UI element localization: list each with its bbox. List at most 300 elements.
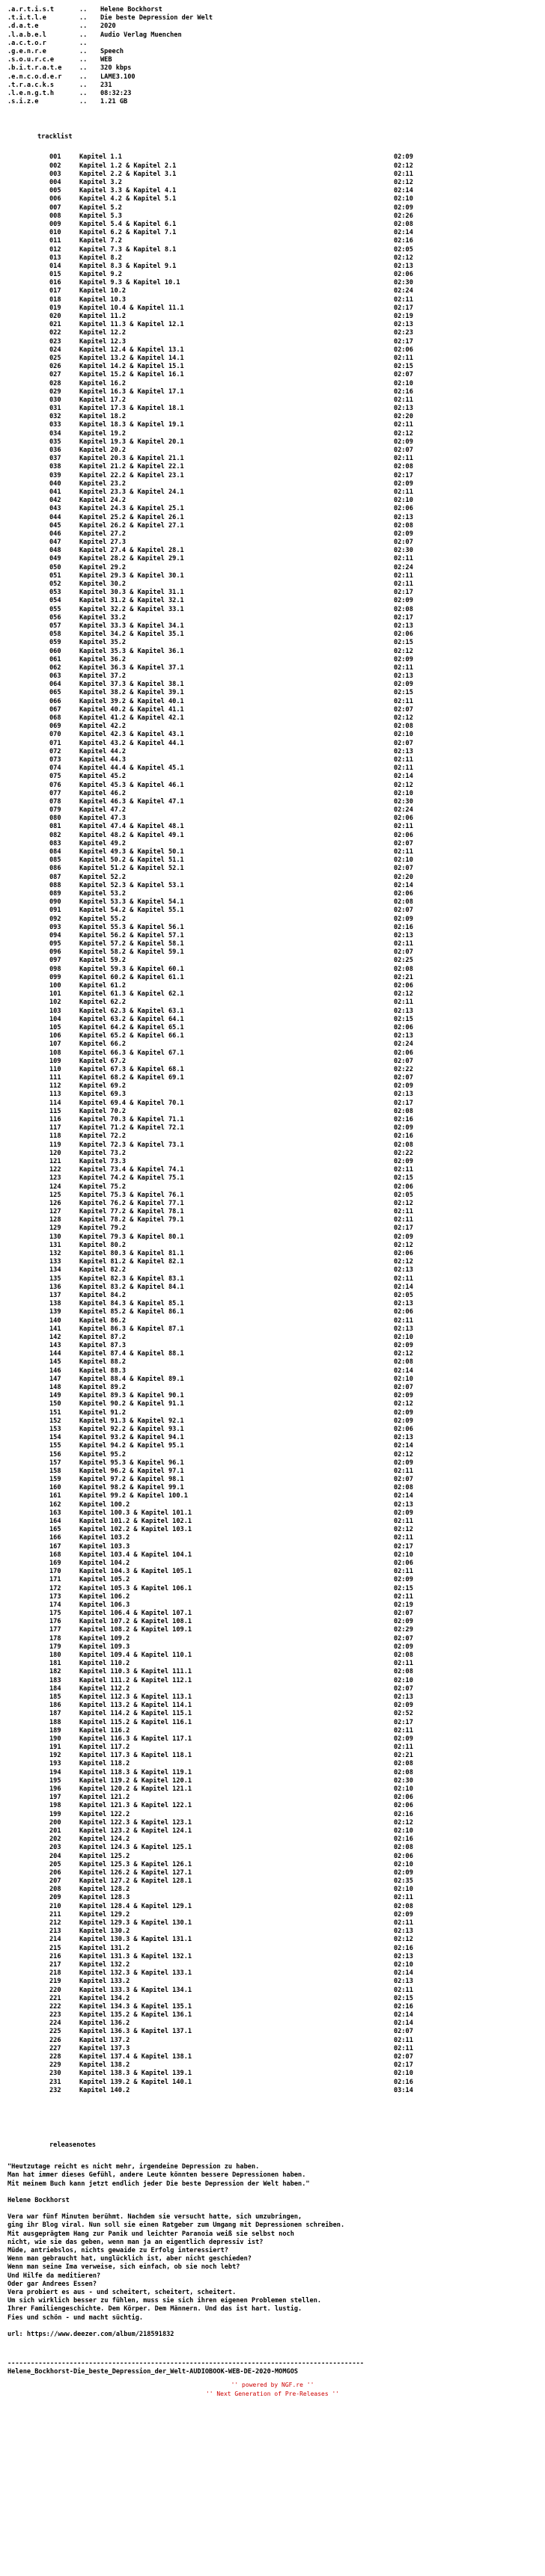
- track-row: [49, 1224, 538, 1233]
- track-number: 046: [49, 530, 61, 538]
- track-number: 123: [49, 1174, 61, 1183]
- track-length: 02:08: [394, 1760, 413, 1768]
- track-length: 02:30: [394, 797, 413, 806]
- track-number: 220: [49, 1986, 61, 1994]
- note-line: Oder gar Andrees Essen?: [7, 2280, 97, 2288]
- track-length: 02:10: [394, 379, 413, 387]
- track-title: Kapitel 58.2 & Kapitel 59.1: [79, 948, 184, 957]
- track-row: [49, 254, 538, 263]
- track-length: 02:09: [394, 655, 413, 663]
- track-number: 128: [49, 1216, 61, 1224]
- track-title: Kapitel 51.2 & Kapitel 52.1: [79, 865, 184, 873]
- track-title: Kapitel 61.3 & Kapitel 62.1: [79, 990, 184, 999]
- track-number: 108: [49, 1049, 61, 1057]
- track-title: Kapitel 45.3 & Kapitel 46.1: [79, 781, 184, 789]
- track-title: Kapitel 80.3 & Kapitel 81.1: [79, 1250, 184, 1257]
- track-number: 052: [49, 580, 61, 588]
- note-line: Helene Bockhorst: [7, 2196, 70, 2204]
- track-number: 176: [49, 1618, 61, 1626]
- track-title: Kapitel 140.2: [79, 2086, 130, 2094]
- track-number: 216: [49, 1952, 61, 1960]
- track-row: [49, 1384, 538, 1392]
- track-number: 224: [49, 2020, 61, 2028]
- track-title: Kapitel 121.3 & Kapitel 122.1: [79, 1802, 192, 1810]
- track-row: [49, 1827, 538, 1836]
- track-row: [49, 1016, 538, 1024]
- track-number: 095: [49, 940, 61, 948]
- track-number: 007: [49, 203, 61, 212]
- track-length: 02:11: [394, 848, 413, 856]
- track-title: Kapitel 106.4 & Kapitel 107.1: [79, 1610, 192, 1618]
- track-row: [49, 413, 538, 421]
- track-title: Kapitel 2.2 & Kapitel 3.1: [79, 170, 177, 178]
- track-length: 02:10: [394, 856, 413, 865]
- track-number: 011: [49, 237, 61, 245]
- track-row: [49, 313, 538, 321]
- info-value: Helene Bockhorst: [100, 6, 162, 13]
- track-row: [49, 1526, 538, 1534]
- track-row: [49, 1610, 538, 1618]
- track-number: 206: [49, 1868, 61, 1877]
- track-length: 02:11: [394, 1275, 413, 1283]
- note-line: Und Hilfe da meditieren?: [7, 2272, 101, 2280]
- track-length: 02:14: [394, 1367, 413, 1375]
- track-title: Kapitel 48.2 & Kapitel 49.1: [79, 831, 184, 839]
- track-number: 111: [49, 1074, 61, 1082]
- track-row: [49, 1417, 538, 1426]
- track-row: [49, 1266, 538, 1275]
- track-title: Kapitel 105.2: [79, 1576, 130, 1584]
- info-row: [7, 14, 538, 22]
- track-row: [49, 530, 538, 539]
- track-number: 012: [49, 245, 61, 254]
- track-title: Kapitel 77.2 & Kapitel 78.1: [79, 1208, 184, 1216]
- track-number: 006: [49, 195, 61, 203]
- track-number: 049: [49, 555, 61, 563]
- track-number: 151: [49, 1408, 61, 1417]
- track-length: 02:07: [394, 1057, 413, 1065]
- track-row: [49, 932, 538, 940]
- track-length: 02:09: [394, 1576, 413, 1584]
- track-length: 02:12: [394, 162, 413, 170]
- track-title: Kapitel 88.2: [79, 1358, 127, 1367]
- track-number: 069: [49, 723, 61, 731]
- track-number: 008: [49, 212, 61, 220]
- track-row: [49, 2070, 538, 2078]
- track-row: [49, 1492, 538, 1500]
- track-row: [49, 865, 538, 873]
- info-key: .l.a.b.e.l: [7, 31, 46, 39]
- info-value: Die beste Depression der Welt: [100, 14, 213, 22]
- track-row: [49, 271, 538, 279]
- track-length: 02:12: [394, 1936, 413, 1944]
- note-spacer: [7, 2205, 538, 2213]
- track-title: Kapitel 104.2: [79, 1559, 130, 1567]
- track-number: 014: [49, 262, 61, 270]
- track-row: [49, 1116, 538, 1124]
- track-title: Kapitel 80.2: [79, 1241, 127, 1249]
- track-number: 048: [49, 547, 61, 555]
- track-title: Kapitel 110.2: [79, 1660, 130, 1668]
- track-length: 02:11: [394, 295, 413, 304]
- track-length: 02:11: [394, 1208, 413, 1216]
- track-title: Kapitel 53.2: [79, 889, 127, 898]
- track-title: Kapitel 20.3 & Kapitel 21.1: [79, 455, 184, 463]
- footer-divider: --------------------------------------------------------------------------------------------: [7, 2360, 364, 2368]
- track-title: Kapitel 124.3 & Kapitel 125.1: [79, 1844, 192, 1852]
- track-title: Kapitel 99.2 & Kapitel 100.1: [79, 1492, 188, 1500]
- note-line: Fies und schön - und macht süchtig.: [7, 2313, 144, 2322]
- track-row: [49, 1100, 538, 1108]
- track-length: 02:13: [394, 1300, 413, 1308]
- track-row: [49, 1777, 538, 1785]
- track-row: [49, 1626, 538, 1634]
- track-length: 02:16: [394, 237, 413, 245]
- track-title: Kapitel 122.2: [79, 1810, 130, 1818]
- track-row: [49, 1652, 538, 1660]
- track-length: 02:08: [394, 521, 413, 530]
- track-length: 02:13: [394, 405, 413, 413]
- track-title: Kapitel 90.2 & Kapitel 91.1: [79, 1400, 184, 1408]
- track-row: [49, 882, 538, 890]
- track-row: [49, 1903, 538, 1911]
- track-length: 02:15: [394, 1584, 413, 1592]
- track-length: 02:07: [394, 1384, 413, 1391]
- track-row: [49, 1543, 538, 1551]
- track-length: 02:10: [394, 1860, 413, 1868]
- track-length: 02:13: [394, 1325, 413, 1333]
- track-title: Kapitel 134.3 & Kapitel 135.1: [79, 2002, 192, 2011]
- track-length: 02:12: [394, 1241, 413, 1249]
- track-number: 114: [49, 1099, 61, 1107]
- track-title: Kapitel 23.3 & Kapitel 24.1: [79, 488, 184, 496]
- info-key: .g.e.n.r.e: [7, 47, 46, 55]
- track-number: 210: [49, 1902, 61, 1910]
- track-length: 02:16: [394, 2002, 413, 2011]
- track-title: Kapitel 106.2: [79, 1592, 130, 1601]
- track-length: 02:08: [394, 1768, 413, 1776]
- info-key: .e.n.c.o.d.e.r: [7, 73, 62, 81]
- track-title: Kapitel 71.2 & Kapitel 72.1: [79, 1124, 184, 1132]
- note-line: Wenn man seine Ima verweise, sich einfach, ob sie noch lebt?: [7, 2263, 240, 2272]
- track-row: [49, 723, 538, 731]
- track-number: 183: [49, 1676, 61, 1684]
- track-title: Kapitel 84.2: [79, 1291, 127, 1299]
- info-row: [7, 90, 538, 98]
- track-length: 02:29: [394, 1626, 413, 1634]
- track-title: Kapitel 25.2 & Kapitel 26.1: [79, 513, 184, 521]
- track-length: 02:12: [394, 1450, 413, 1459]
- track-number: 099: [49, 973, 61, 981]
- track-title: Kapitel 135.2 & Kapitel 136.1: [79, 2011, 192, 2020]
- track-row: [49, 1442, 538, 1450]
- track-title: Kapitel 116.3 & Kapitel 117.1: [79, 1735, 192, 1743]
- track-title: Kapitel 132.2: [79, 1960, 130, 1969]
- track-length: 02:12: [394, 1400, 413, 1408]
- track-length: 02:07: [394, 1610, 413, 1618]
- track-length: 02:13: [394, 1266, 413, 1275]
- track-title: Kapitel 28.2 & Kapitel 29.1: [79, 555, 184, 563]
- track-title: Kapitel 18.2: [79, 413, 127, 421]
- track-title: Kapitel 125.2: [79, 1852, 130, 1860]
- track-length: 02:15: [394, 639, 413, 647]
- track-title: Kapitel 34.2 & Kapitel 35.1: [79, 631, 184, 639]
- track-number: 037: [49, 455, 61, 463]
- track-number: 129: [49, 1224, 61, 1233]
- track-number: 088: [49, 881, 61, 889]
- track-row: [49, 1945, 538, 1953]
- track-title: Kapitel 76.2 & Kapitel 77.1: [79, 1199, 184, 1207]
- track-length: 02:24: [394, 806, 413, 815]
- track-title: Kapitel 69.4 & Kapitel 70.1: [79, 1099, 184, 1107]
- track-length: 02:15: [394, 1015, 413, 1023]
- track-title: Kapitel 136.2: [79, 2020, 130, 2028]
- track-number: 087: [49, 873, 61, 881]
- track-title: Kapitel 44.4 & Kapitel 45.1: [79, 764, 184, 773]
- track-row: [49, 748, 538, 756]
- track-length: 02:08: [394, 723, 413, 731]
- track-length: 02:06: [394, 1049, 413, 1057]
- track-row: [49, 2061, 538, 2070]
- track-length: 02:15: [394, 1994, 413, 2002]
- track-title: Kapitel 12.2: [79, 329, 127, 337]
- info-value: 08:32:23: [100, 89, 132, 97]
- track-title: Kapitel 20.2: [79, 447, 127, 454]
- track-length: 02:09: [394, 915, 413, 923]
- track-title: Kapitel 52.3 & Kapitel 53.1: [79, 881, 184, 889]
- track-number: 198: [49, 1802, 61, 1810]
- track-title: Kapitel 27.4 & Kapitel 28.1: [79, 547, 184, 555]
- track-number: 051: [49, 571, 61, 580]
- track-number: 131: [49, 1241, 61, 1249]
- track-row: [49, 1861, 538, 1869]
- track-title: Kapitel 103.4 & Kapitel 104.1: [79, 1551, 192, 1559]
- track-length: 02:09: [394, 1233, 413, 1241]
- track-row: [49, 1166, 538, 1174]
- note-line: Mit meinem Buch kann jetzt endlich jeder Die beste Depression der Welt haben.": [7, 2180, 310, 2188]
- track-length: 02:14: [394, 1283, 413, 1291]
- track-length: 02:12: [394, 1350, 413, 1358]
- track-length: 02:10: [394, 789, 413, 797]
- track-length: 02:06: [394, 1794, 413, 1802]
- track-row: [49, 514, 538, 522]
- track-row: [49, 1969, 538, 1978]
- track-row: [49, 966, 538, 974]
- track-number: 055: [49, 605, 61, 613]
- info-separator: ..: [79, 47, 88, 55]
- track-number: 102: [49, 999, 61, 1007]
- track-row: [49, 505, 538, 513]
- track-row: [49, 764, 538, 773]
- track-row: [49, 1024, 538, 1032]
- track-number: 026: [49, 363, 61, 371]
- track-length: 02:13: [394, 1952, 413, 1960]
- track-title: Kapitel 138.3 & Kapitel 139.1: [79, 2070, 192, 2078]
- track-number: 133: [49, 1258, 61, 1266]
- track-length: 02:17: [394, 1718, 413, 1726]
- track-title: Kapitel 88.3: [79, 1367, 127, 1375]
- track-number: 085: [49, 856, 61, 865]
- track-row: [49, 1785, 538, 1794]
- track-title: Kapitel 128.2: [79, 1886, 130, 1894]
- track-row: [49, 1702, 538, 1710]
- track-number: 226: [49, 2036, 61, 2044]
- track-length: 02:07: [394, 539, 413, 547]
- track-title: Kapitel 47.3: [79, 815, 127, 823]
- track-length: 02:08: [394, 463, 413, 471]
- track-title: Kapitel 102.2 & Kapitel 103.1: [79, 1526, 192, 1534]
- track-number: 038: [49, 463, 61, 471]
- track-number: 160: [49, 1484, 61, 1492]
- track-row: [49, 1074, 538, 1082]
- track-length: 02:17: [394, 1224, 413, 1233]
- track-row: [49, 714, 538, 723]
- track-length: 02:11: [394, 555, 413, 563]
- track-row: [49, 2079, 538, 2087]
- track-length: 02:07: [394, 2053, 413, 2061]
- info-row: [7, 22, 538, 31]
- track-title: Kapitel 88.4 & Kapitel 89.1: [79, 1375, 184, 1383]
- track-length: 02:11: [394, 1216, 413, 1224]
- track-length: 02:20: [394, 413, 413, 421]
- track-number: 225: [49, 2028, 61, 2036]
- track-length: 02:11: [394, 1316, 413, 1325]
- track-number: 039: [49, 471, 61, 479]
- track-title: Kapitel 8.2: [79, 254, 122, 262]
- track-number: 058: [49, 631, 61, 639]
- track-title: Kapitel 24.2: [79, 497, 127, 505]
- track-title: Kapitel 49.2: [79, 839, 127, 847]
- track-row: [49, 916, 538, 924]
- track-title: Kapitel 133.3 & Kapitel 134.1: [79, 1986, 192, 1994]
- track-length: 02:06: [394, 982, 413, 990]
- info-separator: ..: [79, 73, 88, 81]
- track-number: 074: [49, 764, 61, 773]
- info-row: [7, 82, 538, 90]
- track-title: Kapitel 36.2: [79, 655, 127, 663]
- track-row: [49, 1551, 538, 1560]
- track-row: [49, 698, 538, 706]
- track-title: Kapitel 75.3 & Kapitel 76.1: [79, 1191, 184, 1199]
- track-length: 02:10: [394, 731, 413, 739]
- track-row: [49, 689, 538, 697]
- track-length: 02:10: [394, 195, 413, 203]
- track-length: 02:08: [394, 1652, 413, 1659]
- track-row: [49, 874, 538, 882]
- track-length: 02:06: [394, 631, 413, 639]
- track-row: [49, 1760, 538, 1768]
- track-title: Kapitel 138.2: [79, 2061, 130, 2070]
- track-row: [49, 982, 538, 990]
- track-length: 02:07: [394, 371, 413, 379]
- track-number: 184: [49, 1684, 61, 1693]
- track-row: [49, 371, 538, 379]
- track-number: 159: [49, 1476, 61, 1484]
- track-title: Kapitel 107.2 & Kapitel 108.1: [79, 1618, 192, 1626]
- track-number: 208: [49, 1886, 61, 1894]
- track-length: 02:06: [394, 1852, 413, 1860]
- track-title: Kapitel 134.2: [79, 1994, 130, 2002]
- note-line: Um sich wirklich besser zu fühlen, muss sie sich ihren eigenen Problemen stellen.: [7, 2297, 322, 2305]
- note-line: ging ihr Blog viral. Nun soll sie einen Ratgeber zum Umgang mit Depressionen schreiben.: [7, 2221, 345, 2230]
- track-row: [49, 1601, 538, 1610]
- track-row: [49, 1886, 538, 1894]
- track-row: [49, 606, 538, 614]
- track-number: 091: [49, 907, 61, 915]
- track-length: 02:13: [394, 1434, 413, 1442]
- track-number: 165: [49, 1526, 61, 1534]
- track-row: [49, 263, 538, 271]
- track-row: [49, 1752, 538, 1760]
- track-length: 02:13: [394, 1693, 413, 1701]
- track-number: 070: [49, 731, 61, 739]
- info-key: .d.a.t.e: [7, 22, 39, 31]
- track-title: Kapitel 78.2 & Kapitel 79.1: [79, 1216, 184, 1224]
- track-title: Kapitel 29.2: [79, 563, 127, 571]
- track-number: 112: [49, 1082, 61, 1091]
- track-length: 02:06: [394, 346, 413, 354]
- track-title: Kapitel 97.2 & Kapitel 98.1: [79, 1476, 184, 1484]
- tracklist-heading: tracklist: [37, 133, 73, 141]
- info-row: [7, 6, 538, 14]
- track-title: Kapitel 50.2 & Kapitel 51.1: [79, 856, 184, 865]
- track-row: [49, 1593, 538, 1601]
- track-number: 227: [49, 2044, 61, 2052]
- track-number: 212: [49, 1919, 61, 1927]
- track-row: [49, 1710, 538, 1718]
- track-number: 231: [49, 2078, 61, 2086]
- track-number: 162: [49, 1500, 61, 1509]
- track-length: 02:11: [394, 170, 413, 178]
- track-row: [49, 1869, 538, 1877]
- track-number: 127: [49, 1208, 61, 1216]
- track-number: 172: [49, 1584, 61, 1592]
- track-number: 094: [49, 931, 61, 939]
- track-length: 02:07: [394, 865, 413, 873]
- track-length: 02:30: [394, 547, 413, 555]
- info-row: [7, 64, 538, 73]
- track-number: 047: [49, 539, 61, 547]
- track-number: 025: [49, 354, 61, 362]
- track-length: 02:08: [394, 1902, 413, 1910]
- note-line: Mit ausgeprägtem Hang zur Panik und leichter Paranoia weiß sie selbst noch: [7, 2230, 294, 2238]
- track-row: [49, 1334, 538, 1342]
- track-row: [49, 1124, 538, 1132]
- track-length: 02:09: [394, 1702, 413, 1710]
- track-length: 02:13: [394, 931, 413, 939]
- track-title: Kapitel 19.2: [79, 429, 127, 438]
- track-length: 02:06: [394, 1559, 413, 1567]
- track-number: 199: [49, 1810, 61, 1818]
- track-number: 033: [49, 421, 61, 429]
- track-title: Kapitel 124.2: [79, 1836, 130, 1844]
- track-row: [49, 580, 538, 589]
- track-row: [49, 355, 538, 363]
- track-number: 001: [49, 153, 61, 162]
- track-row: [49, 731, 538, 739]
- track-number: 201: [49, 1827, 61, 1835]
- track-length: 02:09: [394, 1910, 413, 1919]
- track-length: 02:11: [394, 354, 413, 362]
- track-length: 02:07: [394, 739, 413, 747]
- track-number: 186: [49, 1702, 61, 1710]
- track-title: Kapitel 113.2 & Kapitel 114.1: [79, 1702, 192, 1710]
- track-row: [49, 1258, 538, 1266]
- track-number: 117: [49, 1124, 61, 1132]
- track-title: Kapitel 30.2: [79, 580, 127, 588]
- track-number: 002: [49, 162, 61, 170]
- powered-by-line: '' powered by NGF.re '': [231, 2382, 314, 2389]
